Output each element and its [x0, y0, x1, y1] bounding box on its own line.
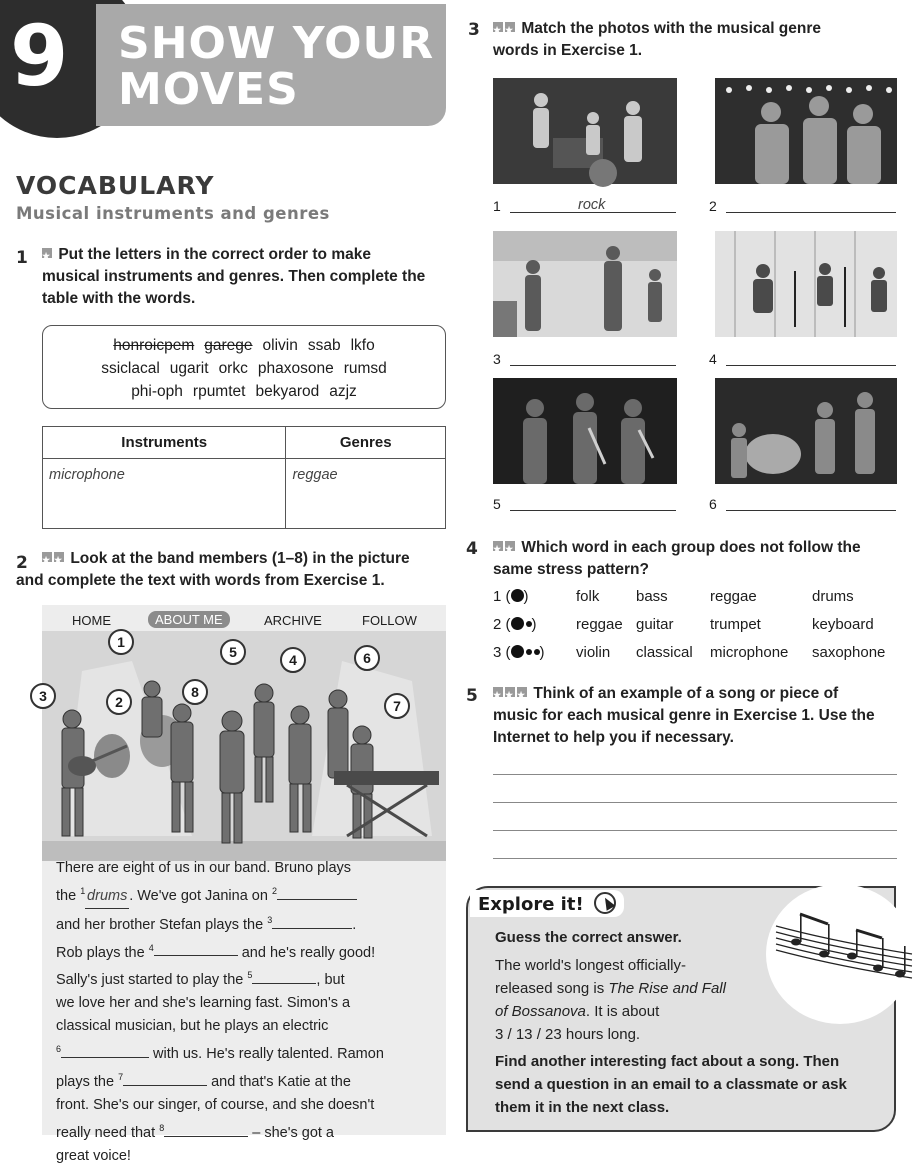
exercise-1-instructions: ★ Put the letters in the correct order to make musical instruments and genres. Then complete the table with the words. [42, 244, 462, 310]
stress-word[interactable]: violin [576, 644, 611, 661]
photo-5-jazz-band [493, 378, 677, 484]
stress-dot-small-icon [526, 649, 532, 655]
stress-dot-big-icon [511, 645, 524, 658]
difficulty-star-icon [517, 687, 527, 697]
table-cell-instruments[interactable]: microphone [43, 459, 286, 529]
word-row-3 [43, 380, 445, 403]
word: ssab [307, 337, 341, 354]
nav-archive[interactable]: ARCHIVE [264, 613, 322, 628]
word: rumsd [343, 360, 387, 377]
answer-line[interactable] [493, 830, 897, 831]
nav-home[interactable]: HOME [72, 613, 111, 628]
answer-line[interactable] [493, 802, 897, 803]
stress-word[interactable]: trumpet [710, 616, 761, 633]
difficulty-star-icon [42, 552, 52, 562]
caption-1-number: 1 [493, 198, 501, 214]
nav-follow[interactable]: FOLLOW [362, 613, 417, 628]
exercise-5-number: 5 [466, 686, 478, 706]
member-badge-7: 7 [384, 693, 410, 719]
caption-2-line[interactable] [726, 212, 896, 213]
band-blog-panel [39, 605, 446, 1164]
difficulty-star-icon [42, 248, 52, 258]
caption-5-line[interactable] [510, 510, 676, 511]
exercise-3-instructions: ★★ Match the photos with the musical genre words in Exercise 1. [493, 18, 903, 62]
member-badge-4: 4 [280, 647, 306, 673]
photo-2-hiphop-group [715, 78, 897, 184]
explore-task-line1: Find another interesting fact about a song. Then [495, 1053, 840, 1070]
exercise-5-instructions: ★★★ Think of an example of a song or piece of music for each musical genre in Exercise 1. Use the Internet to help you if necessary. [493, 683, 903, 749]
photo-1-rock-band [493, 78, 677, 184]
stress-word[interactable]: drums [812, 588, 854, 605]
answer-gap-4[interactable] [154, 955, 238, 956]
stress-word[interactable]: bass [636, 588, 668, 605]
explore-fact-line2: released song is The Rise and Fall [495, 980, 726, 997]
stress-word[interactable]: classical [636, 644, 693, 661]
member-badge-5: 5 [220, 639, 246, 665]
explore-title: Explore it! [470, 890, 624, 917]
stress-row-1: 1 ( ) [493, 588, 529, 605]
answer-example: drums [85, 885, 129, 909]
stress-word[interactable]: folk [576, 588, 600, 605]
exercise-4-number: 4 [466, 539, 478, 559]
explore-fact-line1: The world's longest officially- [495, 957, 687, 974]
word: olivin [262, 337, 298, 354]
difficulty-star-icon [505, 541, 515, 551]
explore-fact-line3: of Bossanova. It is about [495, 1003, 660, 1020]
caption-1-example-answer: rock [578, 197, 606, 213]
difficulty-star-icon [493, 541, 503, 551]
answer-gap-5[interactable] [252, 983, 316, 984]
difficulty-star-icon [493, 687, 503, 697]
member-badge-6: 6 [354, 645, 380, 671]
explore-answer-options[interactable]: 3 / 13 / 23 hours long. [495, 1026, 641, 1043]
member-badge-3: 3 [30, 683, 56, 709]
member-badge-1: 1 [108, 629, 134, 655]
word: lkfo [350, 337, 375, 354]
unit-title-line2: MOVES [118, 64, 299, 115]
word-box [42, 325, 446, 409]
stress-word[interactable]: reggae [710, 588, 757, 605]
word: garege [204, 337, 253, 354]
answer-gap-6[interactable] [61, 1057, 149, 1058]
exercise-3-number: 3 [468, 20, 480, 40]
difficulty-star-icon [493, 22, 503, 32]
stress-dot-small-icon [534, 649, 540, 655]
explore-question-heading: Guess the correct answer. [495, 929, 682, 946]
word: azjz [329, 383, 357, 400]
answer-gap-2[interactable] [277, 899, 357, 900]
band-illustration [42, 631, 446, 861]
title-band [96, 4, 446, 126]
caption-6-number: 6 [709, 496, 717, 512]
stress-dot-big-icon [511, 589, 524, 602]
photo-4-classical-ensemble [715, 231, 897, 337]
member-badge-8: 8 [182, 679, 208, 705]
unit-number: 9 [10, 7, 69, 105]
vocabulary-table [42, 426, 446, 529]
cursor-click-icon [594, 892, 616, 914]
word: bekyarod [255, 383, 320, 400]
word: honroicpem [113, 337, 195, 354]
nav-about-me[interactable]: ABOUT ME [148, 611, 230, 628]
stress-dot-big-icon [511, 617, 524, 630]
section-heading: VOCABULARY [16, 171, 215, 200]
table-header-genres: Genres [286, 427, 446, 459]
table-cell-genres[interactable]: reggae [286, 459, 446, 529]
blog-nav [42, 609, 446, 631]
photo-3-folk-band [493, 231, 677, 337]
caption-2-number: 2 [709, 198, 717, 214]
answer-gap-7[interactable] [123, 1085, 207, 1086]
answer-line[interactable] [493, 774, 897, 775]
exercise-4-instructions: ★★ Which word in each group does not follow the same stress pattern? [493, 537, 903, 581]
answer-gap-3[interactable] [272, 928, 352, 929]
stress-word[interactable]: keyboard [812, 616, 874, 633]
stress-word[interactable]: reggae [576, 616, 623, 633]
word: phaxosone [257, 360, 334, 377]
difficulty-star-icon [505, 687, 515, 697]
word: ugarit [169, 360, 209, 377]
caption-5-number: 5 [493, 496, 501, 512]
answer-line[interactable] [493, 858, 897, 859]
stress-word[interactable]: microphone [710, 644, 789, 661]
exercise-1-number: 1 [16, 248, 28, 268]
music-notes-circle [766, 884, 914, 1024]
section-subheading: Musical instruments and genres [16, 204, 330, 223]
unit-title-line1: SHOW YOUR [118, 18, 435, 69]
caption-6-line[interactable] [726, 510, 896, 511]
music-notes-icon [766, 884, 914, 1024]
stress-dot-small-icon [526, 621, 532, 627]
member-badge-2: 2 [106, 689, 132, 715]
word-row-2 [43, 357, 445, 380]
difficulty-star-icon [54, 552, 64, 562]
stress-word[interactable]: guitar [636, 616, 674, 633]
stress-word[interactable]: saxophone [812, 644, 886, 661]
caption-4-number: 4 [709, 351, 717, 367]
word: phi-oph [131, 383, 183, 400]
exercise-2-number: 2 [16, 553, 28, 573]
stress-row-3: 3 ( ) [493, 644, 545, 661]
difficulty-star-icon [505, 22, 515, 32]
caption-3-number: 3 [493, 351, 501, 367]
caption-3-line[interactable] [510, 365, 676, 366]
exercise-2-instructions: ★★ Look at the band members (1–8) in the picture and complete the text with words from Exercise 1. [42, 548, 462, 592]
word: orkc [218, 360, 248, 377]
table-header-instruments: Instruments [43, 427, 286, 459]
photo-6-reggae-band [715, 378, 897, 484]
caption-4-line[interactable] [726, 365, 896, 366]
band-text: There are eight of us in our band. Bruno plays the $^1$ drums . We've got Janina on $^2$ and her brother Stefan plays the $^3$ . Rob plays the $^4$ and he's really good! Sally's just started to play the $^5$ , but we love her and she's learning fast. Simon's a classical musician, but he plays an electric $^6$ with us. He's really talented. Ramon plays the $^7$ and that's Katie at the front. She's our singer, of course, and she doesn't really need that $^8$ – she's got a great voice! [56, 860, 384, 1164]
word: rpumtet [192, 383, 246, 400]
word: ssiclacal [101, 360, 160, 377]
answer-gap-8[interactable] [164, 1136, 248, 1137]
explore-task-line2: send a question in an email to a classmate or ask [495, 1076, 847, 1093]
stress-row-2: 2 ( ) [493, 616, 537, 633]
explore-task-line3: them it in the next class. [495, 1099, 670, 1116]
word-row-1 [43, 334, 445, 357]
